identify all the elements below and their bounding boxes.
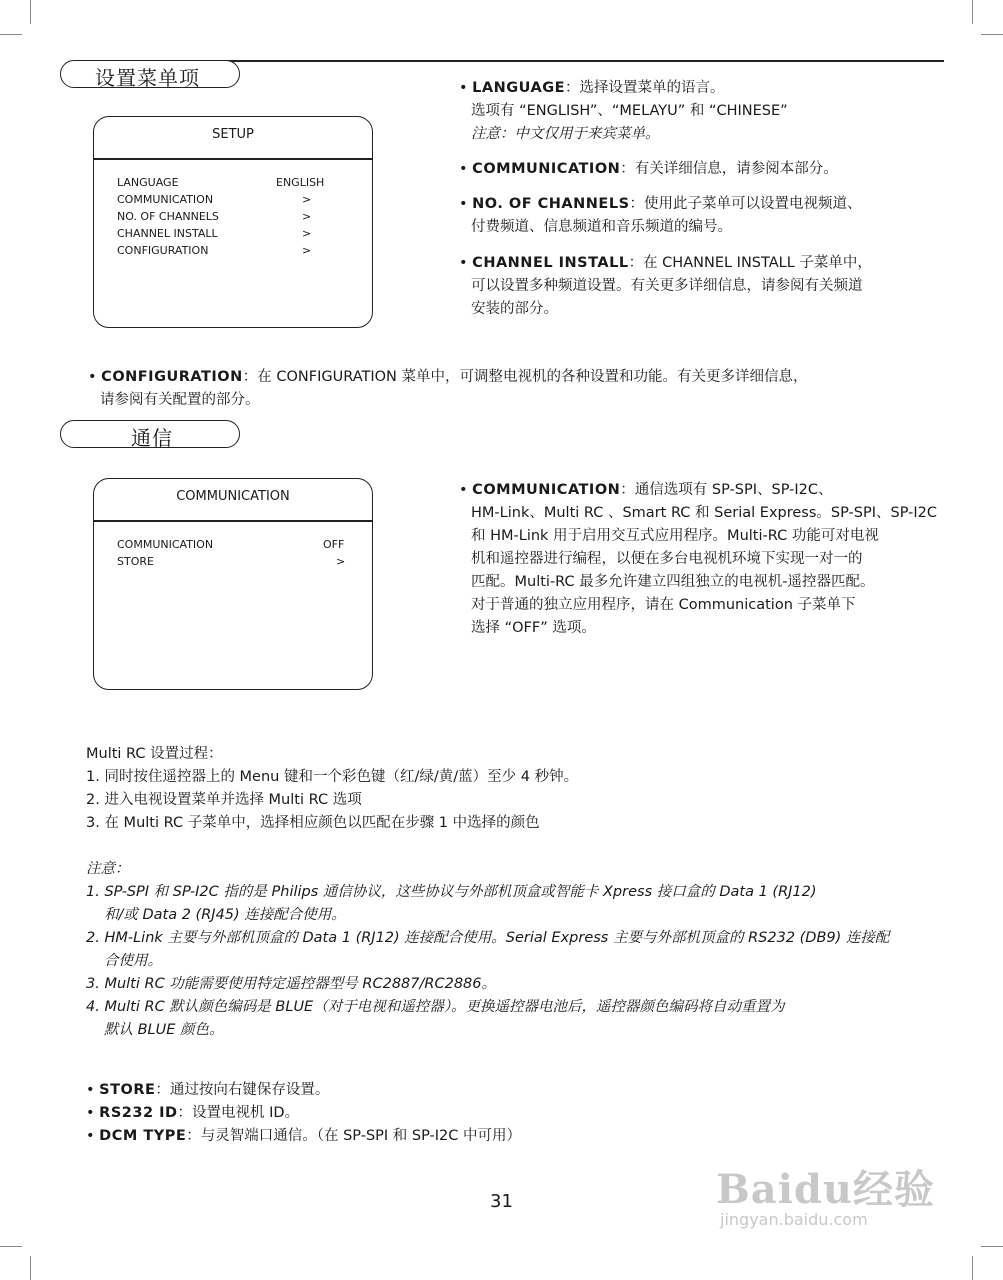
- section-title-pill: [60, 60, 240, 88]
- procedure-step: 1. 同时按住遥控器上的 Menu 键和一个彩色键（红/绿/黄/蓝）至少 4 秒钟。: [86, 769, 579, 785]
- bullet-text: 安装的部分。: [471, 301, 558, 317]
- multirc-procedure: [86, 743, 578, 835]
- bullet-text: ：选择设置菜单的语言。: [565, 80, 725, 96]
- bullet-term: RS232 ID: [99, 1105, 178, 1121]
- note-line: 1. SP-SPI 和 SP-I2C 指的是 Philips 通信协议，这些协议与外部机顶盒或智能卡 Xpress 接口盒的 Data 1 (RJ12): [86, 884, 817, 900]
- screen-title: SETUP: [212, 127, 254, 142]
- screen-divider: [94, 520, 372, 522]
- menu-row-label: COMMUNICATION: [117, 538, 214, 551]
- bullet-term: CHANNEL INSTALL: [472, 255, 629, 271]
- page-number: 31: [490, 1191, 513, 1212]
- menu-row-label: STORE: [117, 555, 154, 568]
- bullet-text: 可以设置多种频道设置。有关更多详细信息，请参阅有关频道: [471, 278, 863, 294]
- menu-row-label: CONFIGURATION: [117, 244, 209, 257]
- menu-row-channels: [117, 210, 344, 227]
- watermark-logo: Baidu经验: [716, 1166, 935, 1213]
- crop-mark: [972, 1256, 973, 1280]
- menu-row-value: >: [302, 193, 312, 206]
- bullet-term: NO. OF CHANNELS: [472, 196, 630, 212]
- crop-mark: [30, 0, 31, 24]
- bullet-text: 选项有 “ENGLISH”、“MELAYU” 和 “CHINESE”: [471, 103, 788, 119]
- notes-heading: 注意：: [86, 861, 130, 877]
- bullet-channel-install: • CHANNEL INSTALL：在 CHANNEL INSTALL 子菜单中， 可以设置多种频道设置。有关更多详细信息，请参阅有关频道 安装的部分。: [459, 252, 872, 321]
- bullet-term: STORE: [99, 1082, 156, 1098]
- bullet-configuration: • CONFIGURATION：在 CONFIGURATION 菜单中，可调整电视机的各种设置和功能。有关更多详细信息， 请参阅有关配置的部分。: [88, 366, 808, 412]
- menu-row-configuration: [117, 244, 344, 261]
- note-line: 和/或 Data 2 (RJ45) 连接配合使用。: [104, 907, 346, 923]
- crop-mark: [981, 1246, 1003, 1247]
- menu-row-communication: [117, 193, 344, 210]
- section-title: 通信: [131, 426, 173, 450]
- menu-row-value: OFF: [323, 538, 345, 551]
- bullet-text: ：通信选项有 SP-SPI、SP-I2C、: [620, 482, 833, 498]
- bullet-text: 匹配。Multi-RC 最多允许建立四组独立的电视机-遥控器匹配。: [471, 574, 875, 590]
- procedure-step: 3. 在 Multi RC 子菜单中，选择相应颜色以匹配在步骤 1 中选择的颜色: [86, 815, 540, 831]
- bullet-text: ：在 CONFIGURATION 菜单中，可调整电视机的各种设置和功能。有关更多详细信息，: [242, 369, 808, 385]
- screen-title: COMMUNICATION: [176, 489, 290, 504]
- bullet-communication: • COMMUNICATION：有关详细信息，请参阅本部分。: [459, 161, 838, 177]
- menu-row-channel-install: [117, 227, 344, 244]
- note-line: 2. HM-Link 主要与外部机顶盒的 Data 1 (RJ12) 连接配合使用。Serial Express 主要与外部机顶盒的 RS232 (DB9) 连接配: [86, 930, 890, 946]
- menu-row-value: >: [302, 227, 312, 240]
- menu-row-communication: [117, 538, 344, 555]
- menu-row-label: CHANNEL INSTALL: [117, 227, 218, 240]
- bullet-text: 对于普通的独立应用程序，请在 Communication 子菜单下: [471, 597, 856, 613]
- menu-row-value: ENGLISH: [276, 176, 325, 189]
- bullet-text: ：有关详细信息，请参阅本部分。: [620, 161, 838, 177]
- section-title-pill: [60, 420, 240, 448]
- note-line: 默认 BLUE 颜色。: [104, 1022, 224, 1038]
- menu-row-store: [117, 555, 344, 572]
- note-line: 3. Multi RC 功能需要使用特定遥控器型号 RC2887/RC2886。: [86, 976, 496, 992]
- bullet-store: • STORE：通过按向右键保存设置。: [86, 1082, 330, 1098]
- bullet-language: • LANGUAGE：选择设置菜单的语言。 选项有 “ENGLISH”、“MELAYU” 和 “CHINESE” 注意：中文仅用于来宾菜单。: [459, 77, 788, 146]
- procedure-step: 2. 进入电视设置菜单并选择 Multi RC 选项: [86, 792, 362, 808]
- bullet-text: ：在 CHANNEL INSTALL 子菜单中，: [628, 255, 872, 271]
- menu-row-value: >: [302, 244, 312, 257]
- menu-row-label: COMMUNICATION: [117, 193, 214, 206]
- bullet-text: 机和遥控器进行编程，以便在多台电视机环境下实现一对一的: [471, 551, 863, 567]
- communication-menu-screen: [93, 478, 373, 690]
- menu-row-label: NO. OF CHANNELS: [117, 210, 219, 223]
- crop-mark: [0, 1246, 22, 1247]
- baidu-watermark: [716, 1158, 935, 1229]
- menu-row-value: >: [336, 555, 346, 568]
- bullet-text: ：通过按向右键保存设置。: [155, 1082, 330, 1098]
- bullet-dcm: • DCM TYPE：与灵智端口通信。（在 SP-SPI 和 SP-I2C 中可用）: [86, 1128, 522, 1144]
- bullet-term: LANGUAGE: [472, 80, 566, 96]
- bullet-rs232: • RS232 ID：设置电视机 ID。: [86, 1105, 300, 1121]
- bullet-text: ：使用此子菜单可以设置电视频道、: [629, 196, 862, 212]
- bullet-term: COMMUNICATION: [472, 482, 621, 498]
- screen-divider: [94, 158, 372, 160]
- note-line: 4. Multi RC 默认颜色编码是 BLUE（对于电视和遥控器）。更换遥控器电池后，遥控器颜色编码将自动重置为: [86, 999, 785, 1015]
- menu-row-value: >: [302, 210, 312, 223]
- bullet-term: COMMUNICATION: [472, 161, 621, 177]
- bullet-channels: • NO. OF CHANNELS：使用此子菜单可以设置电视频道、 付费频道、信息频道和音乐频道的编号。: [459, 193, 862, 239]
- bullet-term: CONFIGURATION: [101, 369, 243, 385]
- menu-row-label: LANGUAGE: [117, 176, 179, 189]
- bullet-text: 请参阅有关配置的部分。: [100, 392, 260, 408]
- crop-mark: [0, 34, 22, 35]
- section-title: 设置菜单项: [95, 66, 200, 90]
- setup-menu-screen: [93, 116, 373, 328]
- menu-row-language: [117, 176, 344, 193]
- crop-mark: [981, 34, 1003, 35]
- bullet-term: DCM TYPE: [99, 1128, 187, 1144]
- note-line: 合使用。: [104, 953, 162, 969]
- bullet-text: ：与灵智端口通信。（在 SP-SPI 和 SP-I2C 中可用）: [186, 1128, 522, 1144]
- bullet-communication-detail: • COMMUNICATION：通信选项有 SP-SPI、SP-I2C、 HM-Link、Multi RC 、Smart RC 和 Serial Express。SP-SPI、SP-I2C 和 HM-Link 用于启用交互式应用程序。Multi-RC 功能可对电视 机和遥控器进行编程，以便在多台电视机环境下实现一对一的 匹配。Multi-RC 最多允许建立四组独立的电视机-遥控器匹配。 对于普通的独立应用程序，请在 Communication 子菜单下 选择 “OFF” 选项。: [459, 479, 937, 640]
- bullet-note: 注意：中文仅用于来宾菜单。: [471, 126, 660, 142]
- bullet-text: ：设置电视机 ID。: [177, 1105, 300, 1121]
- bullet-text: HM-Link、Multi RC 、Smart RC 和 Serial Express。SP-SPI、SP-I2C: [471, 505, 937, 521]
- watermark-url: jingyan.baidu.com: [720, 1210, 868, 1229]
- crop-mark: [30, 1256, 31, 1280]
- bullet-text: 付费频道、信息频道和音乐频道的编号。: [471, 219, 732, 235]
- bullet-text: 选择 “OFF” 选项。: [471, 620, 596, 636]
- notes-block: [86, 858, 889, 1042]
- bullet-text: 和 HM-Link 用于启用交互式应用程序。Multi-RC 功能可对电视: [471, 528, 879, 544]
- crop-mark: [972, 0, 973, 24]
- procedure-heading: Multi RC 设置过程：: [86, 746, 223, 762]
- bottom-bullets: [86, 1079, 521, 1148]
